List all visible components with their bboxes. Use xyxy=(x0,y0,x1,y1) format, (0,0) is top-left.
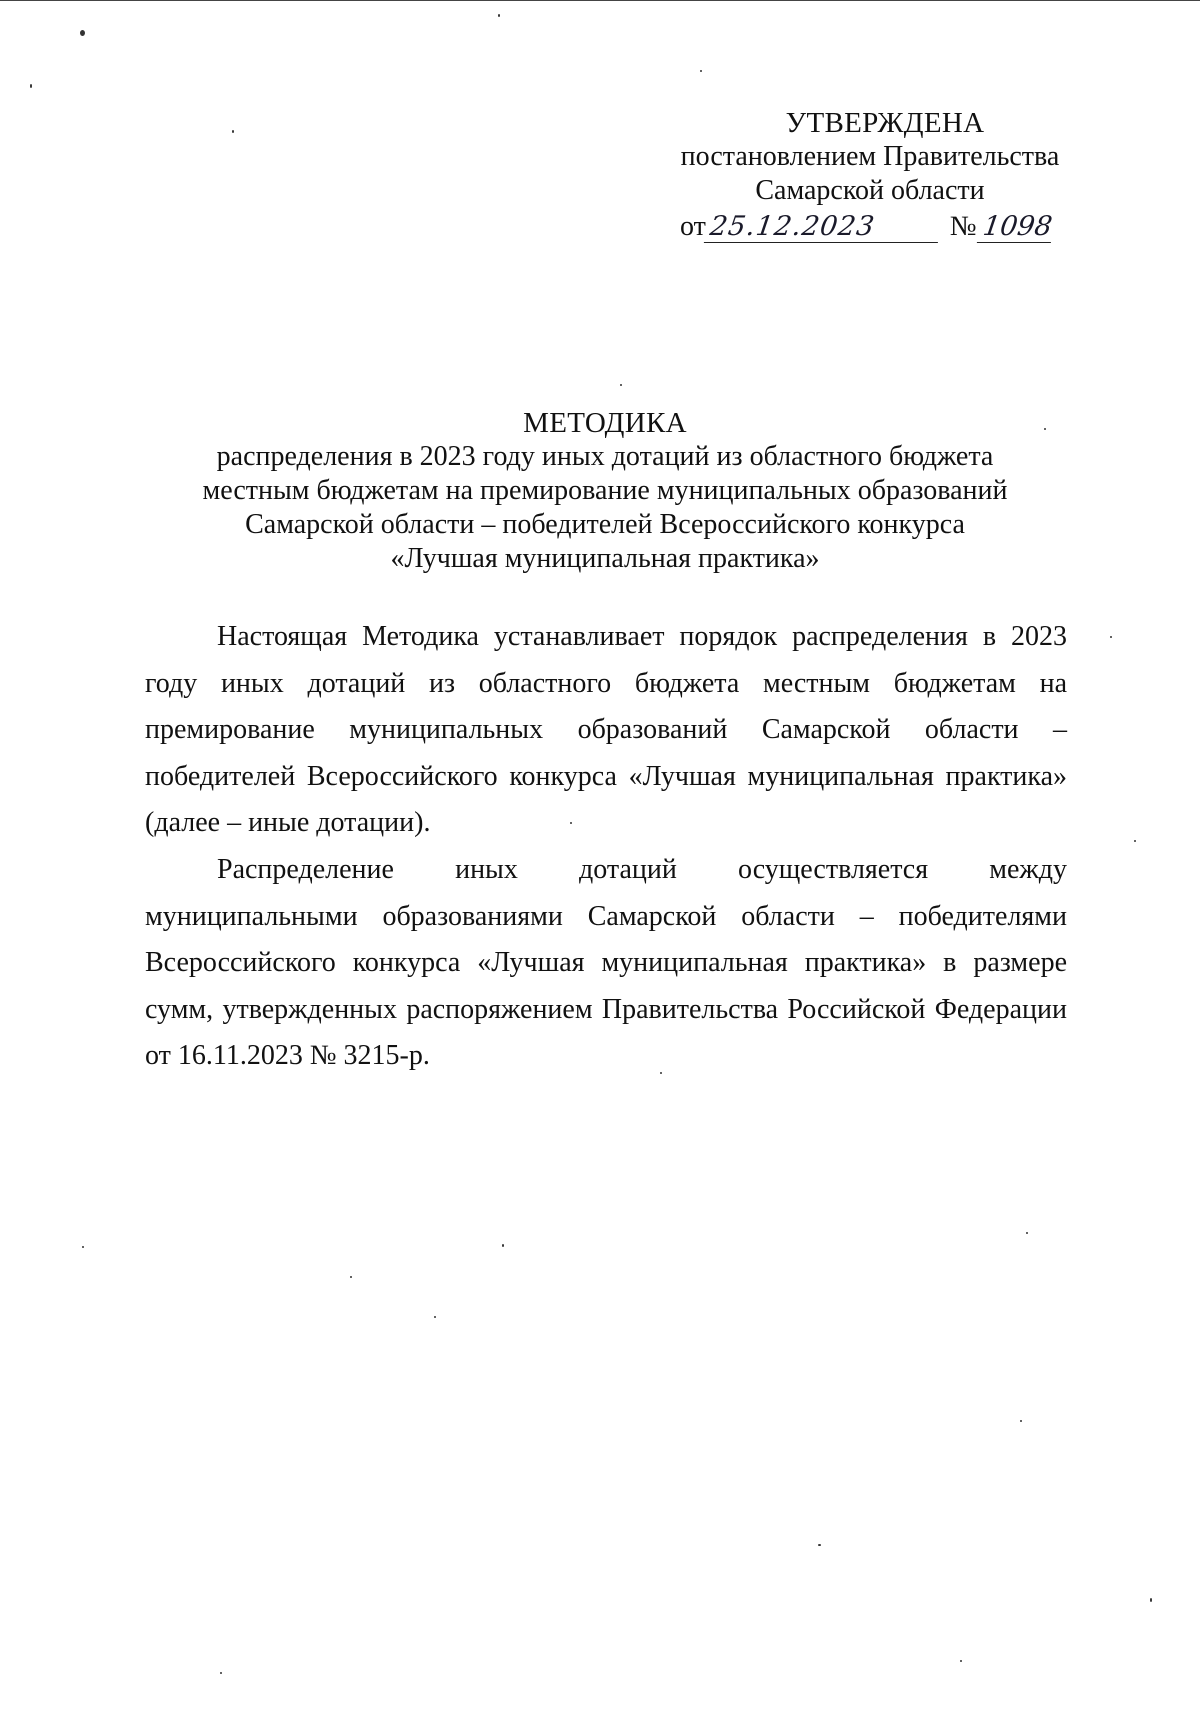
scan-speck xyxy=(350,1276,352,1278)
scan-speck xyxy=(1044,428,1046,430)
scan-speck xyxy=(502,1244,504,1247)
scan-speck xyxy=(660,1072,662,1074)
document-subtitle-line-2: местным бюджетам на премирование муниципальных образований xyxy=(202,475,1008,506)
document-subtitle-line-1: распределения в 2023 году иных дотаций из областного бюджета xyxy=(216,441,994,472)
scan-speck xyxy=(434,1316,436,1318)
document-body xyxy=(145,614,1067,1080)
approval-line-2: Самарской области xyxy=(755,175,985,206)
scan-speck xyxy=(220,1672,222,1674)
approval-heading: УТВЕРЖДЕНА xyxy=(785,107,985,139)
document-subtitle-line-3: Самарской области – победителей Всероссийского конкурса xyxy=(245,509,965,540)
scan-top-edge xyxy=(0,0,1200,1)
date-prefix: от xyxy=(680,211,706,242)
approval-line-1: постановлением Правительства xyxy=(680,141,1060,172)
scan-speck xyxy=(620,384,622,386)
scan-speck xyxy=(30,84,32,88)
scan-speck xyxy=(1020,1420,1022,1422)
scan-speck xyxy=(1134,840,1136,842)
scan-speck xyxy=(1026,1232,1028,1234)
scan-speck xyxy=(498,14,500,17)
scan-speck xyxy=(700,70,702,72)
scan-speck xyxy=(1110,636,1112,638)
scan-speck xyxy=(80,30,85,36)
approval-date-row xyxy=(640,210,1100,244)
document-title-block xyxy=(150,406,1060,576)
scan-speck xyxy=(960,1660,962,1662)
body-paragraph-1: Настоящая Методика устанавливает порядок распределения в 2023 году иных дотаций из областного бюджета местным бюджетам на премирование муниципальных образований Самарской области – победителей Всероссийского конкурса «Лучшая муниципальная практика» (далее – иные дотации). xyxy=(145,621,1067,839)
body-paragraph-2: Распределение иных дотаций осуществляется между муниципальными образованиями Самарской области – победителями Всероссийского конкурса «Лучшая муниципальная практика» в размере сумм, утвержденных распоряжением Правительства Российской Федерации от 16.11.2023 № 3215-р. xyxy=(145,853,1067,1072)
handwritten-number: 1098 xyxy=(976,212,1054,243)
document-title: МЕТОДИКА xyxy=(523,407,687,439)
scan-speck xyxy=(1150,1598,1152,1602)
handwritten-date: 25.12.2023 xyxy=(704,212,942,243)
document-subtitle-line-4: «Лучшая муниципальная практика» xyxy=(390,543,820,574)
number-prefix: № xyxy=(949,211,977,242)
scan-speck xyxy=(570,822,572,824)
approval-stamp xyxy=(640,106,1100,244)
scan-speck xyxy=(232,130,234,133)
scan-speck xyxy=(82,1246,84,1248)
scan-speck xyxy=(818,1544,821,1546)
